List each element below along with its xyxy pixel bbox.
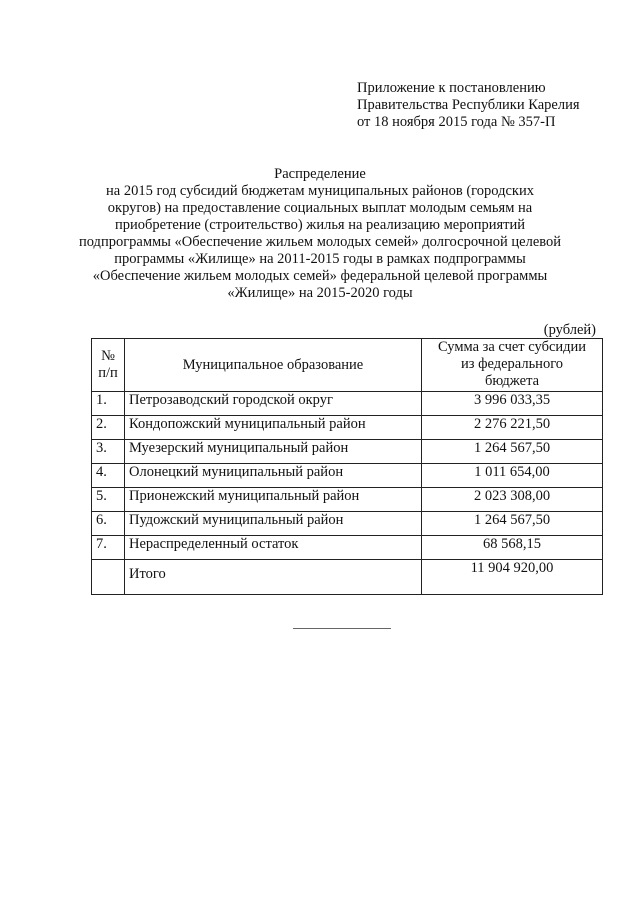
row-name: Прионежский муниципальный район <box>125 488 422 512</box>
header-sum-line-2: из федерального <box>460 356 564 372</box>
row-num: 2. <box>92 416 125 440</box>
title-line-2: на 2015 год субсидий бюджетам муниципальных районов (городских <box>106 183 534 199</box>
row-sum: 1 011 654,00 <box>422 464 603 488</box>
header-name: Муниципальное образование <box>125 339 422 392</box>
title-line-5: подпрограммы «Обеспечение жильем молодых семей» долгосрочной целевой <box>78 234 562 250</box>
row-num: 7. <box>92 536 125 560</box>
row-num: 1. <box>92 392 125 416</box>
row-name: Нераспределенный остаток <box>125 536 422 560</box>
table-header-row <box>92 339 603 392</box>
row-name: Кондопожский муниципальный район <box>125 416 422 440</box>
row-name: Олонецкий муниципальный район <box>125 464 422 488</box>
document-title <box>60 166 580 302</box>
header-num-line-2: п/п <box>98 365 118 381</box>
title-line-6: программы «Жилище» на 2011-2015 годы в рамках подпрограммы <box>114 251 526 267</box>
header-sum-line-3: бюджета <box>484 373 540 389</box>
row-sum: 1 264 567,50 <box>422 512 603 536</box>
table-row <box>92 488 603 512</box>
table-row <box>92 416 603 440</box>
separator-line <box>293 628 391 629</box>
table-total-row <box>92 560 603 595</box>
row-num: 4. <box>92 464 125 488</box>
row-sum: 2 023 308,00 <box>422 488 603 512</box>
row-num: 5. <box>92 488 125 512</box>
row-sum: 68 568,15 <box>422 536 603 560</box>
title-line-1: Распределение <box>274 166 366 182</box>
total-sum: 11 904 920,00 <box>422 560 603 595</box>
row-num: 3. <box>92 440 125 464</box>
row-name: Муезерский муниципальный район <box>125 440 422 464</box>
row-num: 6. <box>92 512 125 536</box>
row-sum: 3 996 033,35 <box>422 392 603 416</box>
header-line-1: Приложение к постановлению <box>357 80 546 96</box>
table-row <box>92 536 603 560</box>
header-sum <box>422 339 603 392</box>
title-line-4: приобретение (строительство) жилья на реализацию мероприятий <box>114 217 526 233</box>
header-sum-line-1: Сумма за счет субсидии <box>437 339 587 355</box>
row-sum: 2 276 221,50 <box>422 416 603 440</box>
row-name: Петрозаводский городской округ <box>125 392 422 416</box>
row-sum: 1 264 567,50 <box>422 440 603 464</box>
total-num <box>92 560 125 595</box>
units-label: (рублей) <box>543 322 596 338</box>
header-line-2: Правительства Республики Карелия <box>357 97 580 113</box>
table-row <box>92 512 603 536</box>
title-line-7: «Обеспечение жильем молодых семей» федеральной целевой программы <box>92 268 548 284</box>
title-line-8: «Жилище» на 2015-2020 годы <box>227 285 413 301</box>
header-num <box>92 339 125 392</box>
distribution-table <box>91 338 603 595</box>
table-row <box>92 440 603 464</box>
total-label: Итого <box>125 560 422 595</box>
row-name: Пудожский муниципальный район <box>125 512 422 536</box>
table-row <box>92 464 603 488</box>
title-line-3: округов) на предоставление социальных выплат молодым семьям на <box>107 200 533 216</box>
header-line-3: от 18 ноября 2015 года № 357-П <box>357 114 556 130</box>
header-num-line-1: № <box>101 348 115 364</box>
document-header <box>357 80 580 131</box>
table-row <box>92 392 603 416</box>
